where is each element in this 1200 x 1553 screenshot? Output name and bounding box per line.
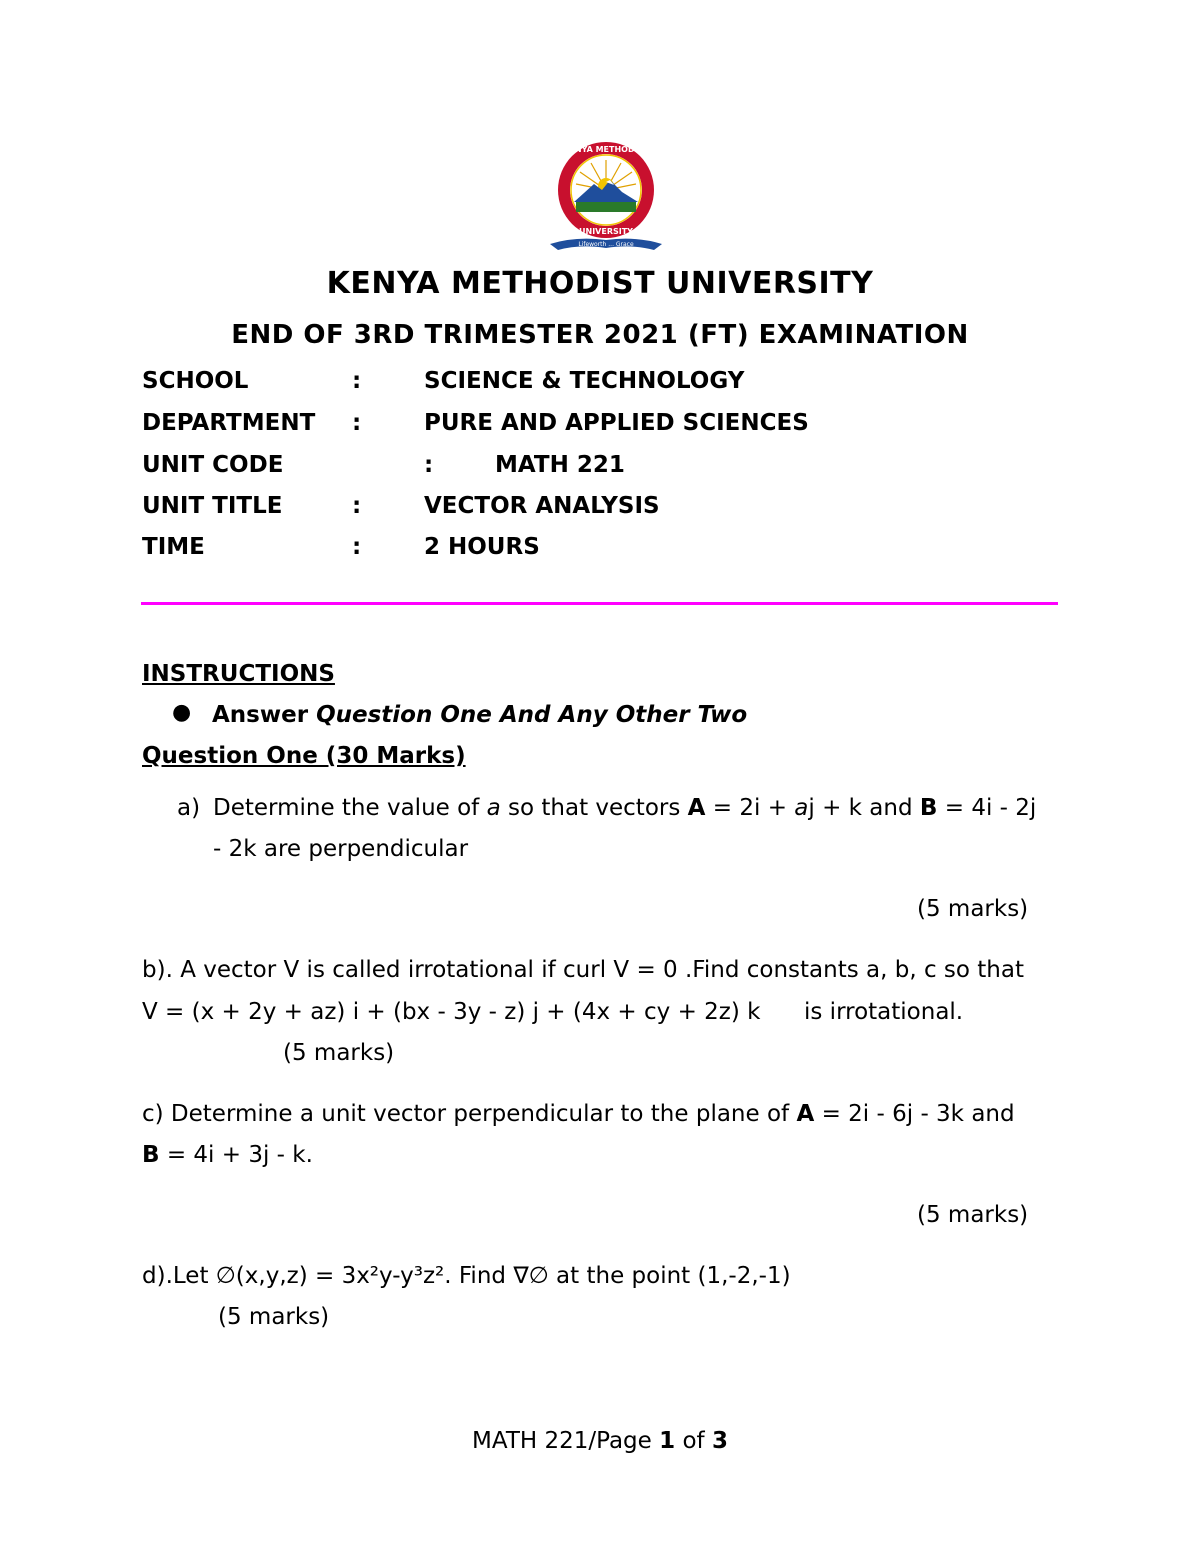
unit-code-label: UNIT CODE [142,452,284,478]
school-label: SCHOOL [142,368,249,394]
question-b-equation: V = (x + 2y + az) i + (bx - 3y - z) j + (4x + cy + 2z) k [142,999,761,1025]
question-one-heading: Question One (30 Marks) [142,743,466,769]
school-colon: : [352,368,362,394]
page-footer: MATH 221/Page 1 of 3 [472,1428,728,1454]
bullet-icon: ● [172,700,192,725]
question-d-marks: (5 marks) [218,1304,330,1330]
exam-title: END OF 3RD TRIMESTER 2021 (FT) EXAMINATION [231,320,969,350]
unit-code-colon: : [424,452,434,478]
department-value: PURE AND APPLIED SCIENCES [424,410,809,436]
question-c-marks: (5 marks) [917,1202,1029,1228]
header-divider [141,602,1058,605]
svg-text:UNIVERSITY: UNIVERSITY [579,227,633,236]
question-d-text: d).Let ∅(x,y,z) = 3x²y-y³z². Find ∇∅ at the point (1,-2,-1) [142,1263,791,1289]
question-b-text-end: is irrotational. [804,999,964,1025]
school-value: SCIENCE & TECHNOLOGY [424,368,745,394]
department-label: DEPARTMENT [142,410,316,436]
time-label: TIME [142,534,205,560]
university-logo [536,140,676,260]
unit-code-value: MATH 221 [495,452,625,478]
question-a-marks: (5 marks) [917,896,1029,922]
time-colon: : [352,534,362,560]
unit-title-colon: : [352,493,362,519]
question-a-text: Determine the value of a so that vectors A = 2i + aj + k and B = 4i - 2j [213,795,1037,821]
question-c-text-line2: B = 4i + 3j - k. [142,1142,313,1168]
university-name: KENYA METHODIST UNIVERSITY [326,266,874,301]
department-colon: : [352,410,362,436]
svg-text:KENYA METHODIST: KENYA METHODIST [563,145,649,154]
unit-title-value: VECTOR ANALYSIS [424,493,660,519]
svg-text:Lifeworth ... Grace: Lifeworth ... Grace [578,241,634,248]
question-a-label: a) [177,795,201,821]
instructions-heading: INSTRUCTIONS [142,661,335,687]
instruction-item: Answer Question One And Any Other Two [212,702,748,728]
time-value: 2 HOURS [424,534,540,560]
question-b-marks: (5 marks) [283,1040,395,1066]
question-c-text: c) Determine a unit vector perpendicular to the plane of A = 2i - 6j - 3k and [142,1101,1015,1127]
question-b-text: b). A vector V is called irrotational if curl V = 0 .Find constants a, b, c so that [142,957,1024,983]
question-a-text-line2: - 2k are perpendicular [213,836,469,862]
unit-title-label: UNIT TITLE [142,493,283,519]
